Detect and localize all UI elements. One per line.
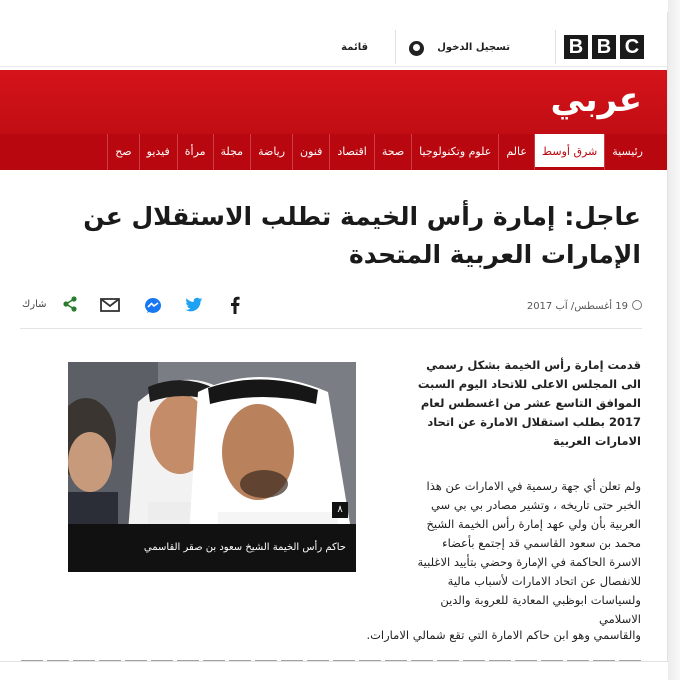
nav-item-magazine[interactable]: مجلة [213,134,251,170]
signin-link[interactable]: تسجيل الدخول [437,42,510,53]
article-photo[interactable] [68,362,356,572]
article-body [407,356,641,647]
nav-item-middle-east[interactable]: شرق أوسط [534,134,604,170]
share-icon[interactable] [62,296,78,312]
photo-index: ٨ [332,502,348,518]
page-edge-shadow [668,0,680,680]
nav-item-science-tech[interactable]: علوم وتكنولوجيا [411,134,498,170]
nav-item-arts[interactable]: فنون [292,134,329,170]
bbc-logo-letter: B [564,35,588,59]
site-title[interactable]: عربي [550,80,642,120]
share-button[interactable] [20,299,47,310]
bbc-logo-letter: B [592,35,616,59]
bbc-logo-letter: C [620,35,644,59]
browser-page [0,12,668,662]
user-icon[interactable] [409,41,424,56]
article-date-text: 19 أغسطس/ آب 2017 [526,301,628,312]
facebook-icon[interactable] [230,296,240,314]
messenger-icon[interactable] [144,297,162,315]
bbc-logo[interactable] [564,35,644,59]
nav-item-health[interactable]: صحة [374,134,411,170]
photo-caption: حاكم رأس الخيمة الشيخ سعود بن صقر القاسمي [68,524,356,572]
top-bar [0,12,668,67]
main-nav [0,134,668,170]
nav-item-sport[interactable]: رياضة [250,134,292,170]
nav-item-economy[interactable]: اقتصاد [329,134,373,170]
article-paragraph: ولم تعلن أي جهة رسمية في الامارات عن هذا الخبر حتى تاريخه ، وتشير مصادر بي بي سي العربية بأن ولي عهد إمارة رأس الخيمة الشيخ محمد بن سعود القاسمي قد إجتمع بأعضاء الاسرة الحاكمة في الإمارة وحضي بتأييد الاغلبية للانفصال عن اتحاد الامارات لأسباب مالية ولسياسات ابوظبي المعادية للعروبة والدين الاسلامي [417,479,641,626]
nav-item-truncated[interactable]: صح [107,134,138,170]
truncated-text-line [21,660,641,662]
article-meta [20,294,642,320]
article-lead: قدمت إمارة رأس الخيمة بشكل رسمي الى المجلس الاعلى للاتحاد اليوم السبت الموافق التاسع عشر من اغسطس لعام 2017 بطلب استقلال الامارة عن اتحاد الامارات العربية [417,358,641,448]
article-date [527,300,642,312]
clock-icon [632,300,642,310]
menu-link[interactable]: قائمة [341,42,368,53]
nav-item-home[interactable]: رئيسية [604,134,650,170]
share-label: شارك [22,299,47,310]
nav-item-world[interactable]: عالم [498,134,534,170]
divider [20,328,642,329]
nav-item-women[interactable]: مرأة [177,134,213,170]
article-paragraph: والقاسمي وهو ابن حاكم الامارة التي تقع شمالي الامارات. [366,628,641,642]
divider [395,30,396,64]
divider [555,30,556,64]
article-headline: عاجل: إمارة رأس الخيمة تطلب الاستقلال عن الإمارات العربية المتحدة [83,202,641,269]
site-header [0,70,668,134]
nav-item-video[interactable]: فيديو [139,134,177,170]
twitter-icon[interactable] [185,297,203,313]
email-icon[interactable] [100,298,120,312]
